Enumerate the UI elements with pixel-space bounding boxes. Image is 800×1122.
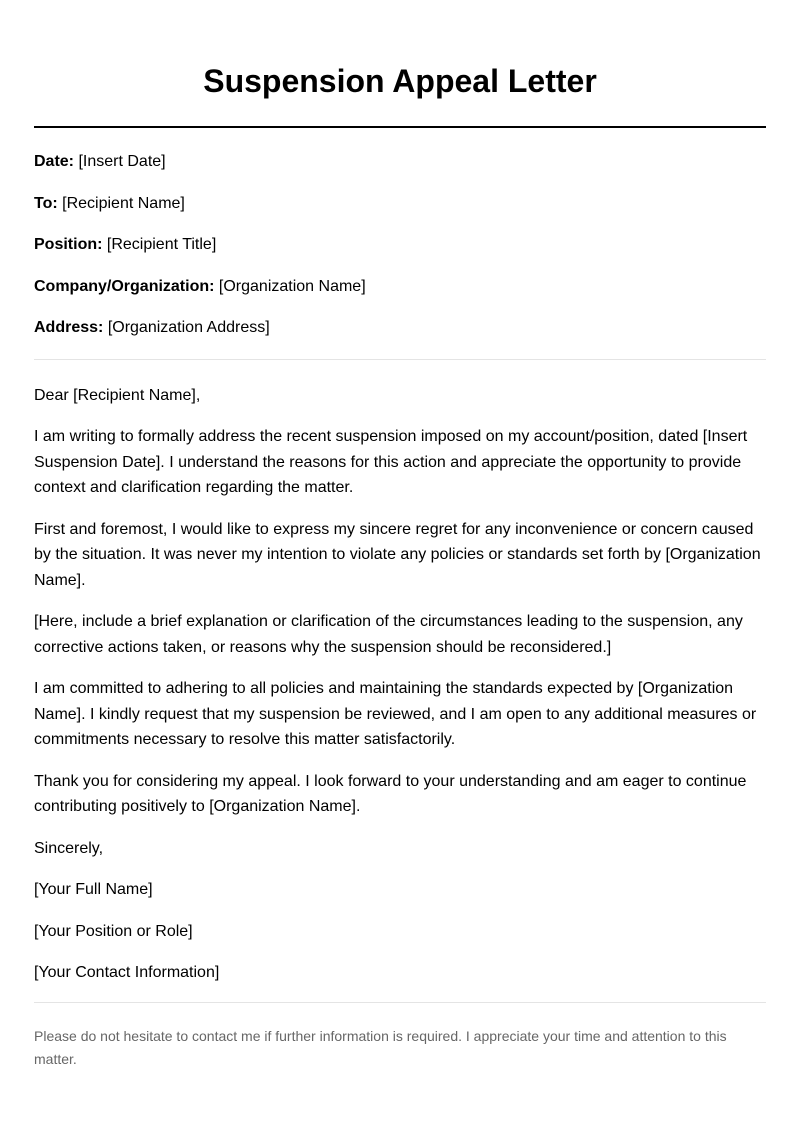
paragraph: [Here, include a brief explanation or clarification of the circumstances leading to the suspension, any corrective actions taken, or reasons why the suspension should be reconsidered.]	[34, 613, 743, 656]
signature-name: [Your Full Name]	[34, 881, 153, 898]
date-value: [Insert Date]	[78, 153, 166, 170]
position-field	[34, 234, 766, 256]
address-value: [Organization Address]	[107, 319, 270, 336]
signature-role: [Your Position or Role]	[34, 922, 193, 940]
footer-note: Please do not hesitate to contact me if further information is required. I appreciate your time and attention to this matter.	[34, 1027, 727, 1067]
organization-label: Company/Organization:	[34, 277, 215, 295]
title-divider	[34, 126, 766, 128]
signature-contact: [Your Contact Information]	[34, 964, 220, 981]
closing: Sincerely,	[34, 839, 104, 857]
date-label: Date:	[34, 153, 75, 170]
position-label: Position:	[34, 236, 103, 253]
recipient-field	[34, 193, 766, 215]
paragraph: First and foremost, I would like to express my sincere regret for any inconvenience or concern caused by the situation. It was never my intention to violate any policies or standards set forth by [Organization Name].	[34, 520, 761, 589]
letter-body	[34, 383, 766, 986]
paragraph: I am writing to formally address the recent suspension imposed on my account/position, dated [Insert Suspension Date]. I understand the reasons for this action and appreciate the opportunity to provide context and clarification regarding the matter.	[34, 428, 748, 496]
position-value: [Recipient Title]	[106, 236, 217, 253]
organization-value: [Organization Name]	[218, 277, 366, 295]
recipient-label: To:	[34, 194, 58, 212]
greeting: Dear [Recipient Name],	[34, 386, 201, 404]
document-title: Suspension Appeal Letter	[203, 63, 597, 99]
address-field	[34, 317, 766, 339]
recipient-value: [Recipient Name]	[62, 194, 185, 212]
paragraph: Thank you for considering my appeal. I look forward to your understanding and am eager to continue contributing positively to [Organization Name].	[34, 772, 747, 815]
header-divider	[34, 359, 766, 360]
organization-field	[34, 276, 766, 298]
date-field	[34, 151, 766, 173]
footer-divider	[34, 1002, 766, 1003]
address-label: Address:	[34, 319, 104, 336]
paragraph: I am committed to adhering to all policies and maintaining the standards expected by [Organization Name]. I kindly request that my suspension be reviewed, and I am open to any additional measures or commitments necessary to resolve this matter satisfactorily.	[34, 680, 757, 748]
letter-header-fields	[34, 151, 766, 339]
